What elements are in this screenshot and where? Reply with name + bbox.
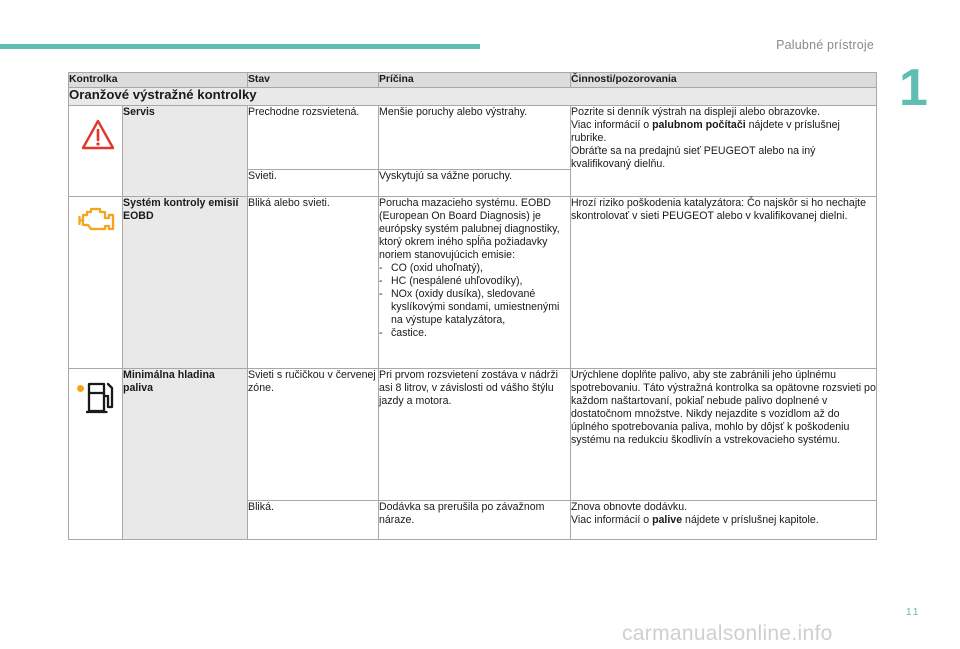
cross-reference: palive xyxy=(652,514,683,526)
warning-name: Servis xyxy=(123,106,248,197)
action-cell xyxy=(571,106,877,197)
warning-name: Systém kontroly emisií EOBD xyxy=(123,197,248,369)
state-cell: Svieti. xyxy=(248,170,379,197)
cause-cell: Menšie poruchy alebo výstrahy. xyxy=(379,106,571,170)
state-cell: Svieti s ručičkou v červenej zóne. xyxy=(248,369,379,501)
header-accent-bar xyxy=(0,44,480,49)
action-text: Obráťte sa na predajnú sieť PEUGEOT alebo na iný kvalifikovaný dielňu. xyxy=(571,145,816,170)
column-header-cinnosti: Činnosti/pozorovania xyxy=(571,73,877,88)
cause-intro: Porucha mazacieho systému. EOBD (European On Board Diagnosis) je európsky systém palubnej diagnostiky, ktorý okrem iného spĺňa požiadavky noriem stanovujúcich emisie: xyxy=(379,197,560,261)
warning-lights-table xyxy=(68,72,877,540)
cause-cell: Pri prvom rozsvietení zostáva v nádrži asi 8 litrov, v závislosti od vášho štýlu jazdy a motora. xyxy=(379,369,571,501)
column-header-pricina: Príčina xyxy=(379,73,571,88)
table-row xyxy=(69,106,877,170)
action-text: Viac informácií o palive nájdete v príslušnej kapitole. xyxy=(571,514,819,526)
cause-cell: Dodávka sa prerušila po závažnom náraze. xyxy=(379,501,571,540)
action-text: Znova obnovte dodávku. xyxy=(571,501,688,513)
cause-cell: Vyskytujú sa vážne poruchy. xyxy=(379,170,571,197)
fuel-pump-icon xyxy=(86,381,116,415)
column-header-kontrolka: Kontrolka xyxy=(69,73,248,88)
action-text: Pozrite si denník výstrah na displeji alebo obrazovke. xyxy=(571,106,821,118)
table-row xyxy=(69,197,877,369)
state-cell: Bliká alebo svieti. xyxy=(248,197,379,369)
table-row xyxy=(69,369,877,501)
page-number: 11 xyxy=(906,607,921,618)
icon-cell xyxy=(69,369,123,540)
status-dot xyxy=(77,385,84,392)
list-item: - HC (nespálené uhľovodíky), xyxy=(379,275,570,288)
action-cell: Urýchlene doplňte palivo, aby ste zabránili jeho úplnému spotrebovaniu. Táto výstražná kontrolka sa opätovne rozsvieti po každom naštartovaní, pokiaľ nebude palivo doplnené v dostatočnom množstve. Nikdy nejazdite s vozidlom až do úplného spotrebovania paliva, mohlo by dôjsť k poškodeniu systému na redukciu škodlivín a vstrekovacieho systému. xyxy=(571,369,877,501)
chapter-number: 1 xyxy=(899,59,928,117)
state-cell: Prechodne rozsvietená. xyxy=(248,106,379,170)
action-text: Viac informácií o palubnom počítači nájdete v príslušnej rubrike. xyxy=(571,119,840,144)
watermark: carmanualsonline.info xyxy=(622,622,833,645)
cross-reference: palubnom počítači xyxy=(652,119,746,131)
warning-triangle-icon xyxy=(81,119,115,151)
column-header-stav: Stav xyxy=(248,73,379,88)
state-cell: Bliká. xyxy=(248,501,379,540)
action-cell xyxy=(571,501,877,540)
warning-name: Minimálna hladina paliva xyxy=(123,369,248,540)
action-cell: Hrozí riziko poškodenia katalyzátora: Čo najskôr si ho nechajte skontrolovať v sieti PEUGEOT alebo v kvalifikovanej dielni. xyxy=(571,197,877,369)
section-title-orange-warnings: Oranžové výstražné kontrolky xyxy=(69,88,877,106)
list-item: - NOx (oxidy dusíka), sledované kyslíkovými sondami, umiestnenými na výstupe katalyzátora, xyxy=(379,288,570,327)
table-header-row xyxy=(69,73,877,88)
emission-list xyxy=(379,262,570,340)
icon-cell xyxy=(69,197,123,369)
engine-icon xyxy=(78,206,116,232)
section-title: Palubné prístroje xyxy=(776,38,874,52)
list-item: - častice. xyxy=(379,327,570,340)
list-item: - CO (oxid uhoľnatý), xyxy=(379,262,570,275)
section-row xyxy=(69,88,877,106)
cause-cell xyxy=(379,197,571,369)
icon-cell xyxy=(69,106,123,197)
